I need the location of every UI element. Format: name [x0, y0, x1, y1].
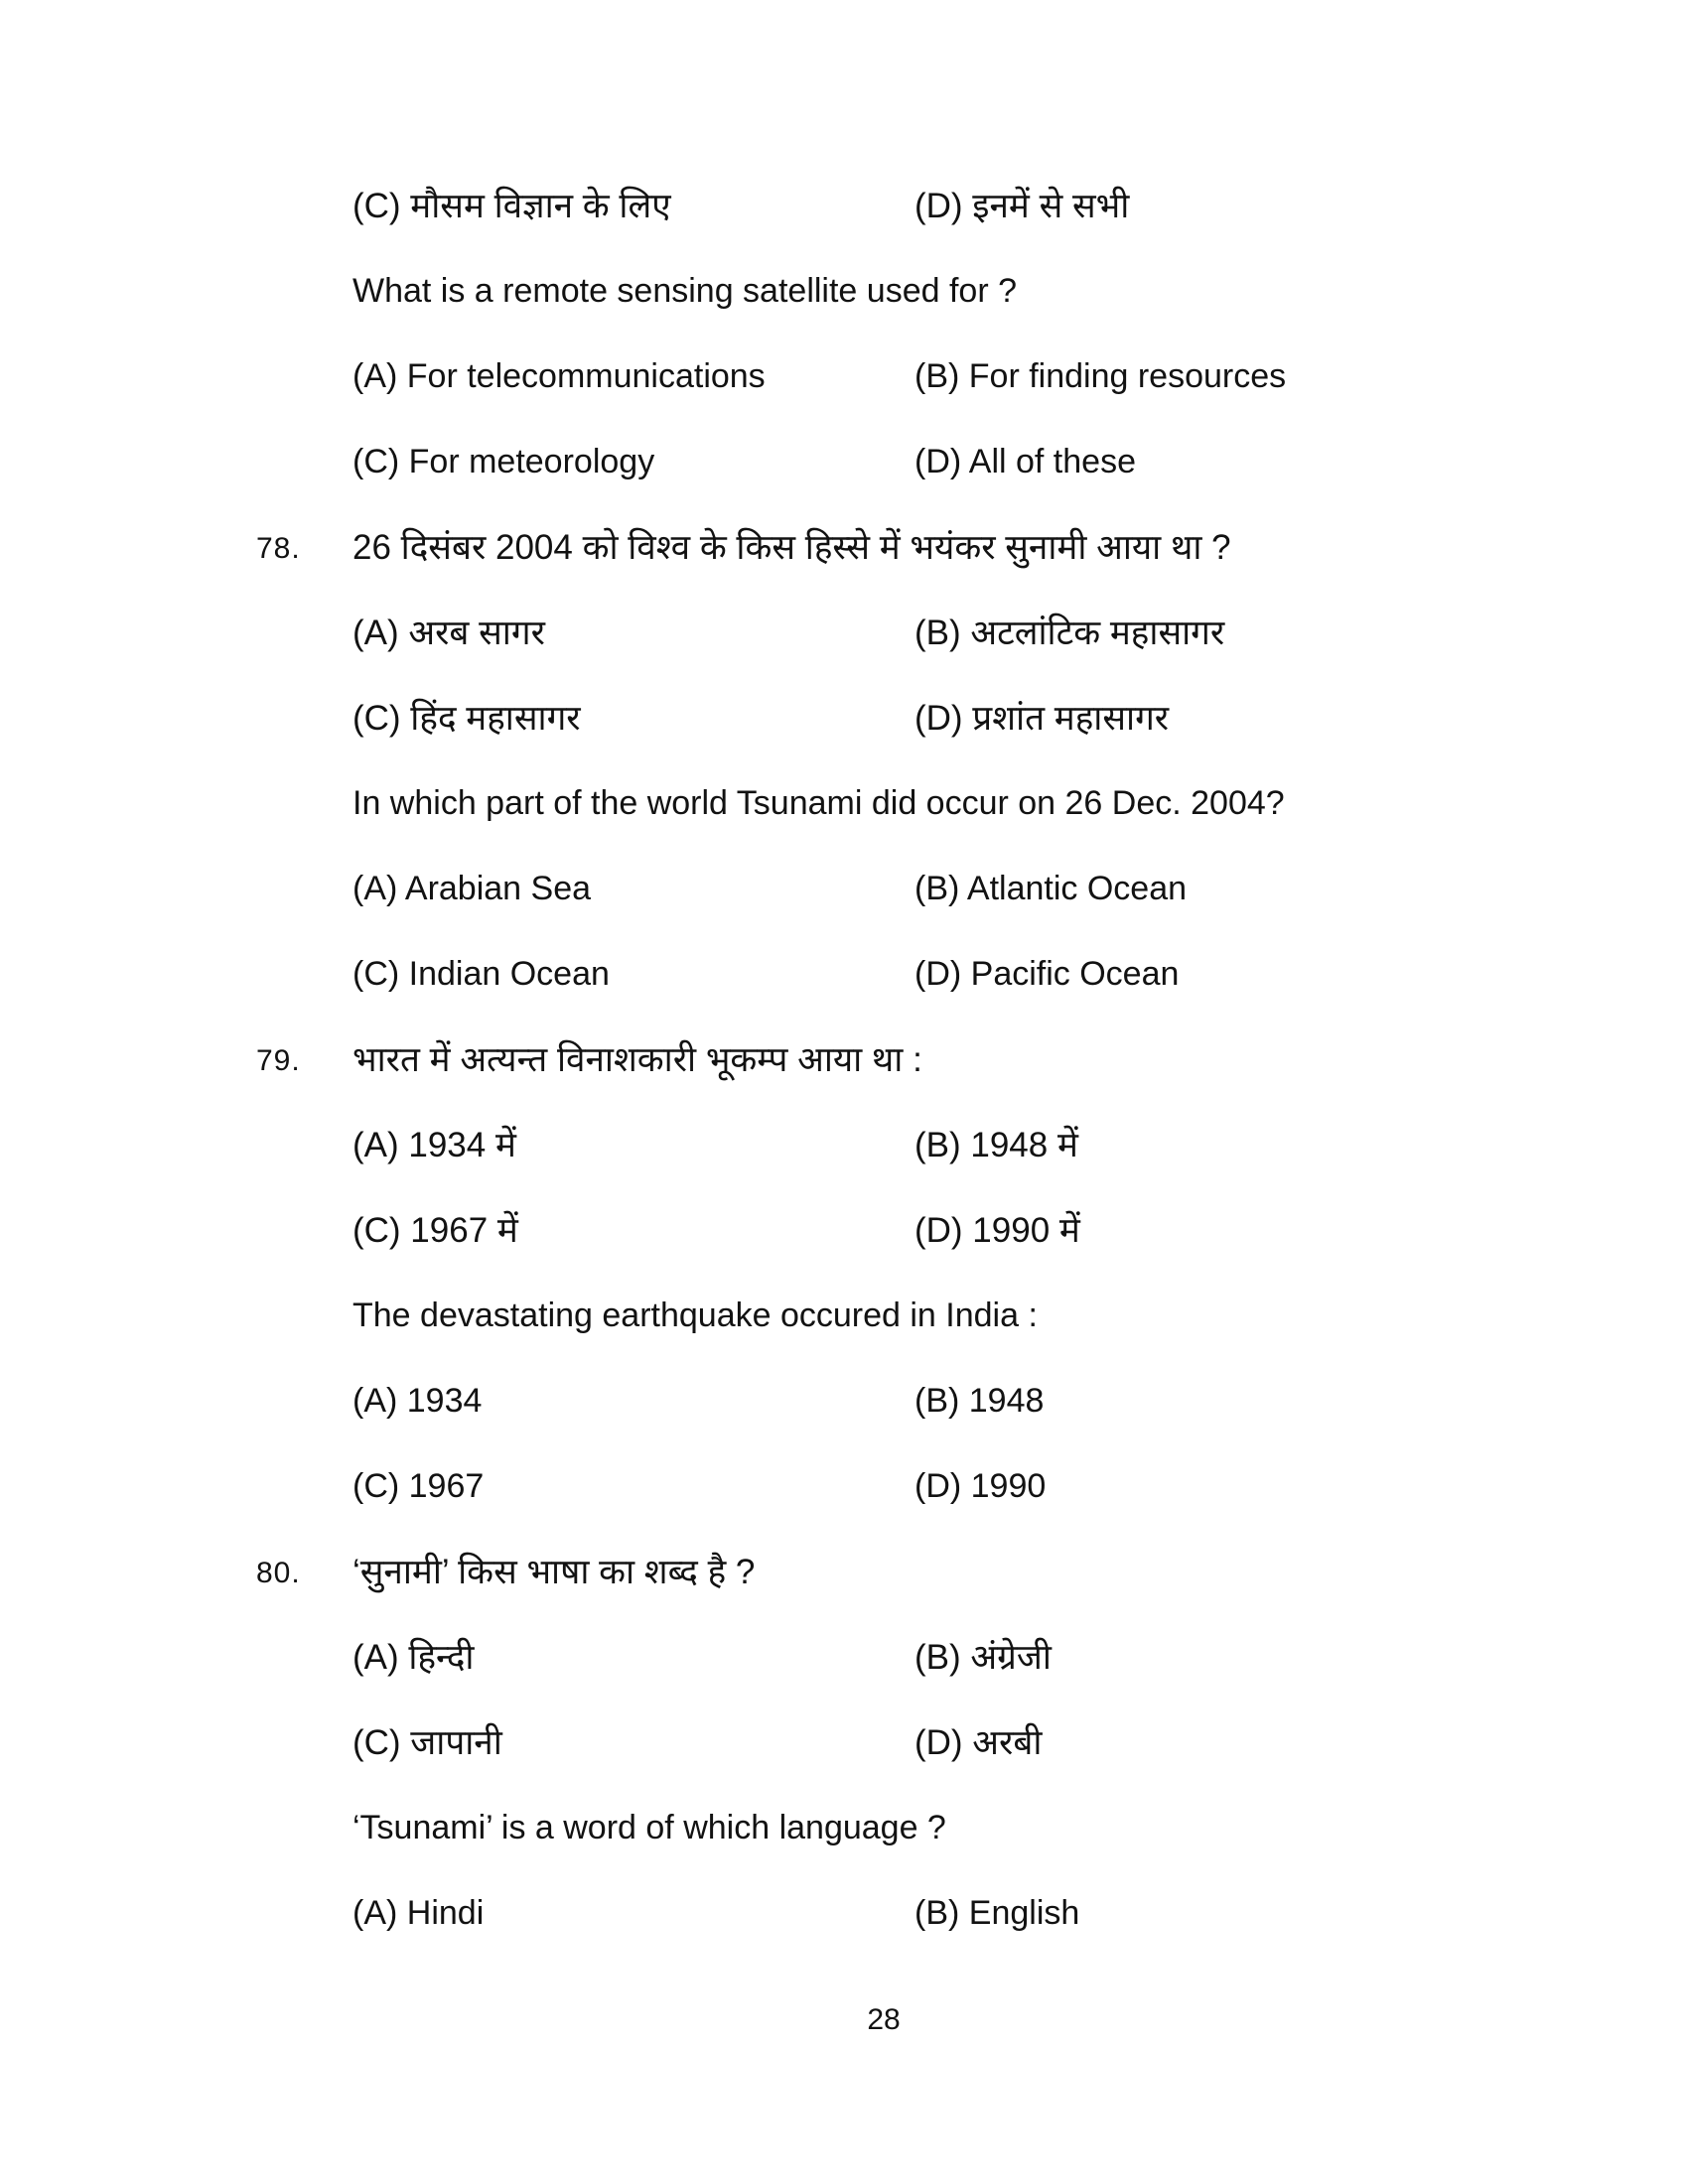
option-row-q78-english-cd	[0, 953, 1688, 1038]
option-row-q80-english-ab	[0, 1892, 1688, 1978]
option-c: (C) For meteorology	[352, 443, 655, 480]
option-c: (C) Indian Ocean	[352, 955, 610, 993]
question-stem-q78-english	[0, 782, 1688, 868]
question-text: In which part of the world Tsunami did occur on 26 Dec. 2004?	[352, 784, 1285, 822]
option-a: (A) For telecommunications	[352, 357, 766, 395]
option-a: (A) Hindi	[352, 1894, 485, 1932]
option-b: (B) 1948 में	[914, 1126, 1078, 1164]
option-d: (D) इनमें से सभी	[914, 187, 1130, 225]
option-a: (A) Arabian Sea	[352, 870, 592, 907]
option-row-q79-hindi-ab	[0, 1124, 1688, 1209]
option-d: (D) अरबी	[914, 1723, 1043, 1762]
option-a: (A) 1934 में	[352, 1126, 516, 1164]
option-row-q79-hindi-cd	[0, 1209, 1688, 1295]
question-stem-q79-english	[0, 1295, 1688, 1380]
option-c: (C) 1967	[352, 1467, 485, 1505]
option-row-q79-english-cd	[0, 1465, 1688, 1551]
option-row-q80-hindi-cd	[0, 1721, 1688, 1807]
question-text: भारत में अत्यन्त विनाशकारी भूकम्प आया था :	[352, 1040, 922, 1079]
page-footer	[0, 2003, 1688, 2053]
option-d: (D) All of these	[914, 443, 1136, 480]
option-row-q78-english-ab	[0, 868, 1688, 953]
question-row-q78-hindi	[0, 526, 1688, 612]
option-row-q78-hindi-ab	[0, 612, 1688, 697]
option-a: (A) हिन्दी	[352, 1638, 475, 1677]
question-stem-q80-english	[0, 1807, 1688, 1892]
question-text: ‘Tsunami’ is a word of which language ?	[352, 1809, 946, 1846]
question-stem-q77-english	[0, 270, 1688, 355]
option-b: (B) Atlantic Ocean	[914, 870, 1188, 907]
option-a: (A) अरब सागर	[352, 614, 545, 652]
option-a: (A) 1934	[352, 1382, 483, 1420]
question-text: 26 दिसंबर 2004 को विश्व के किस हिस्से में भयंकर सुनामी आया था ?	[352, 528, 1231, 567]
option-d: (D) प्रशांत महासागर	[914, 699, 1170, 738]
question-paper-content	[0, 185, 1688, 1978]
option-row-q80-hindi-ab	[0, 1636, 1688, 1721]
option-c: (C) मौसम विज्ञान के लिए	[352, 187, 671, 225]
question-text: The devastating earthquake occured in India :	[352, 1297, 1038, 1334]
option-d: (D) Pacific Ocean	[914, 955, 1180, 993]
option-b: (B) अटलांटिक महासागर	[914, 614, 1225, 652]
option-c: (C) हिंद महासागर	[352, 699, 581, 738]
question-number: 79.	[256, 1044, 301, 1077]
question-text: What is a remote sensing satellite used for ?	[352, 272, 1017, 310]
question-number: 80.	[256, 1557, 301, 1589]
option-row-q77-english-ab	[0, 355, 1688, 441]
question-number: 78.	[256, 532, 301, 565]
option-d: (D) 1990	[914, 1467, 1047, 1505]
option-b: (B) अंग्रेजी	[914, 1638, 1052, 1677]
question-row-q80-hindi	[0, 1551, 1688, 1636]
option-row-q78-hindi-cd	[0, 697, 1688, 782]
option-c: (C) जापानी	[352, 1723, 502, 1762]
option-b: (B) For finding resources	[914, 357, 1287, 395]
page-number: 28	[867, 2003, 901, 2036]
option-c: (C) 1967 में	[352, 1211, 518, 1250]
option-row-q79-english-ab	[0, 1380, 1688, 1465]
option-b: (B) English	[914, 1894, 1080, 1932]
option-b: (B) 1948	[914, 1382, 1045, 1420]
option-row-q77-english-cd	[0, 441, 1688, 526]
option-row-q77-hindi-cd	[0, 185, 1688, 270]
option-d: (D) 1990 में	[914, 1211, 1080, 1250]
question-text: ‘सुनामी’ किस भाषा का शब्द है ?	[352, 1553, 756, 1591]
question-row-q79-hindi	[0, 1038, 1688, 1124]
